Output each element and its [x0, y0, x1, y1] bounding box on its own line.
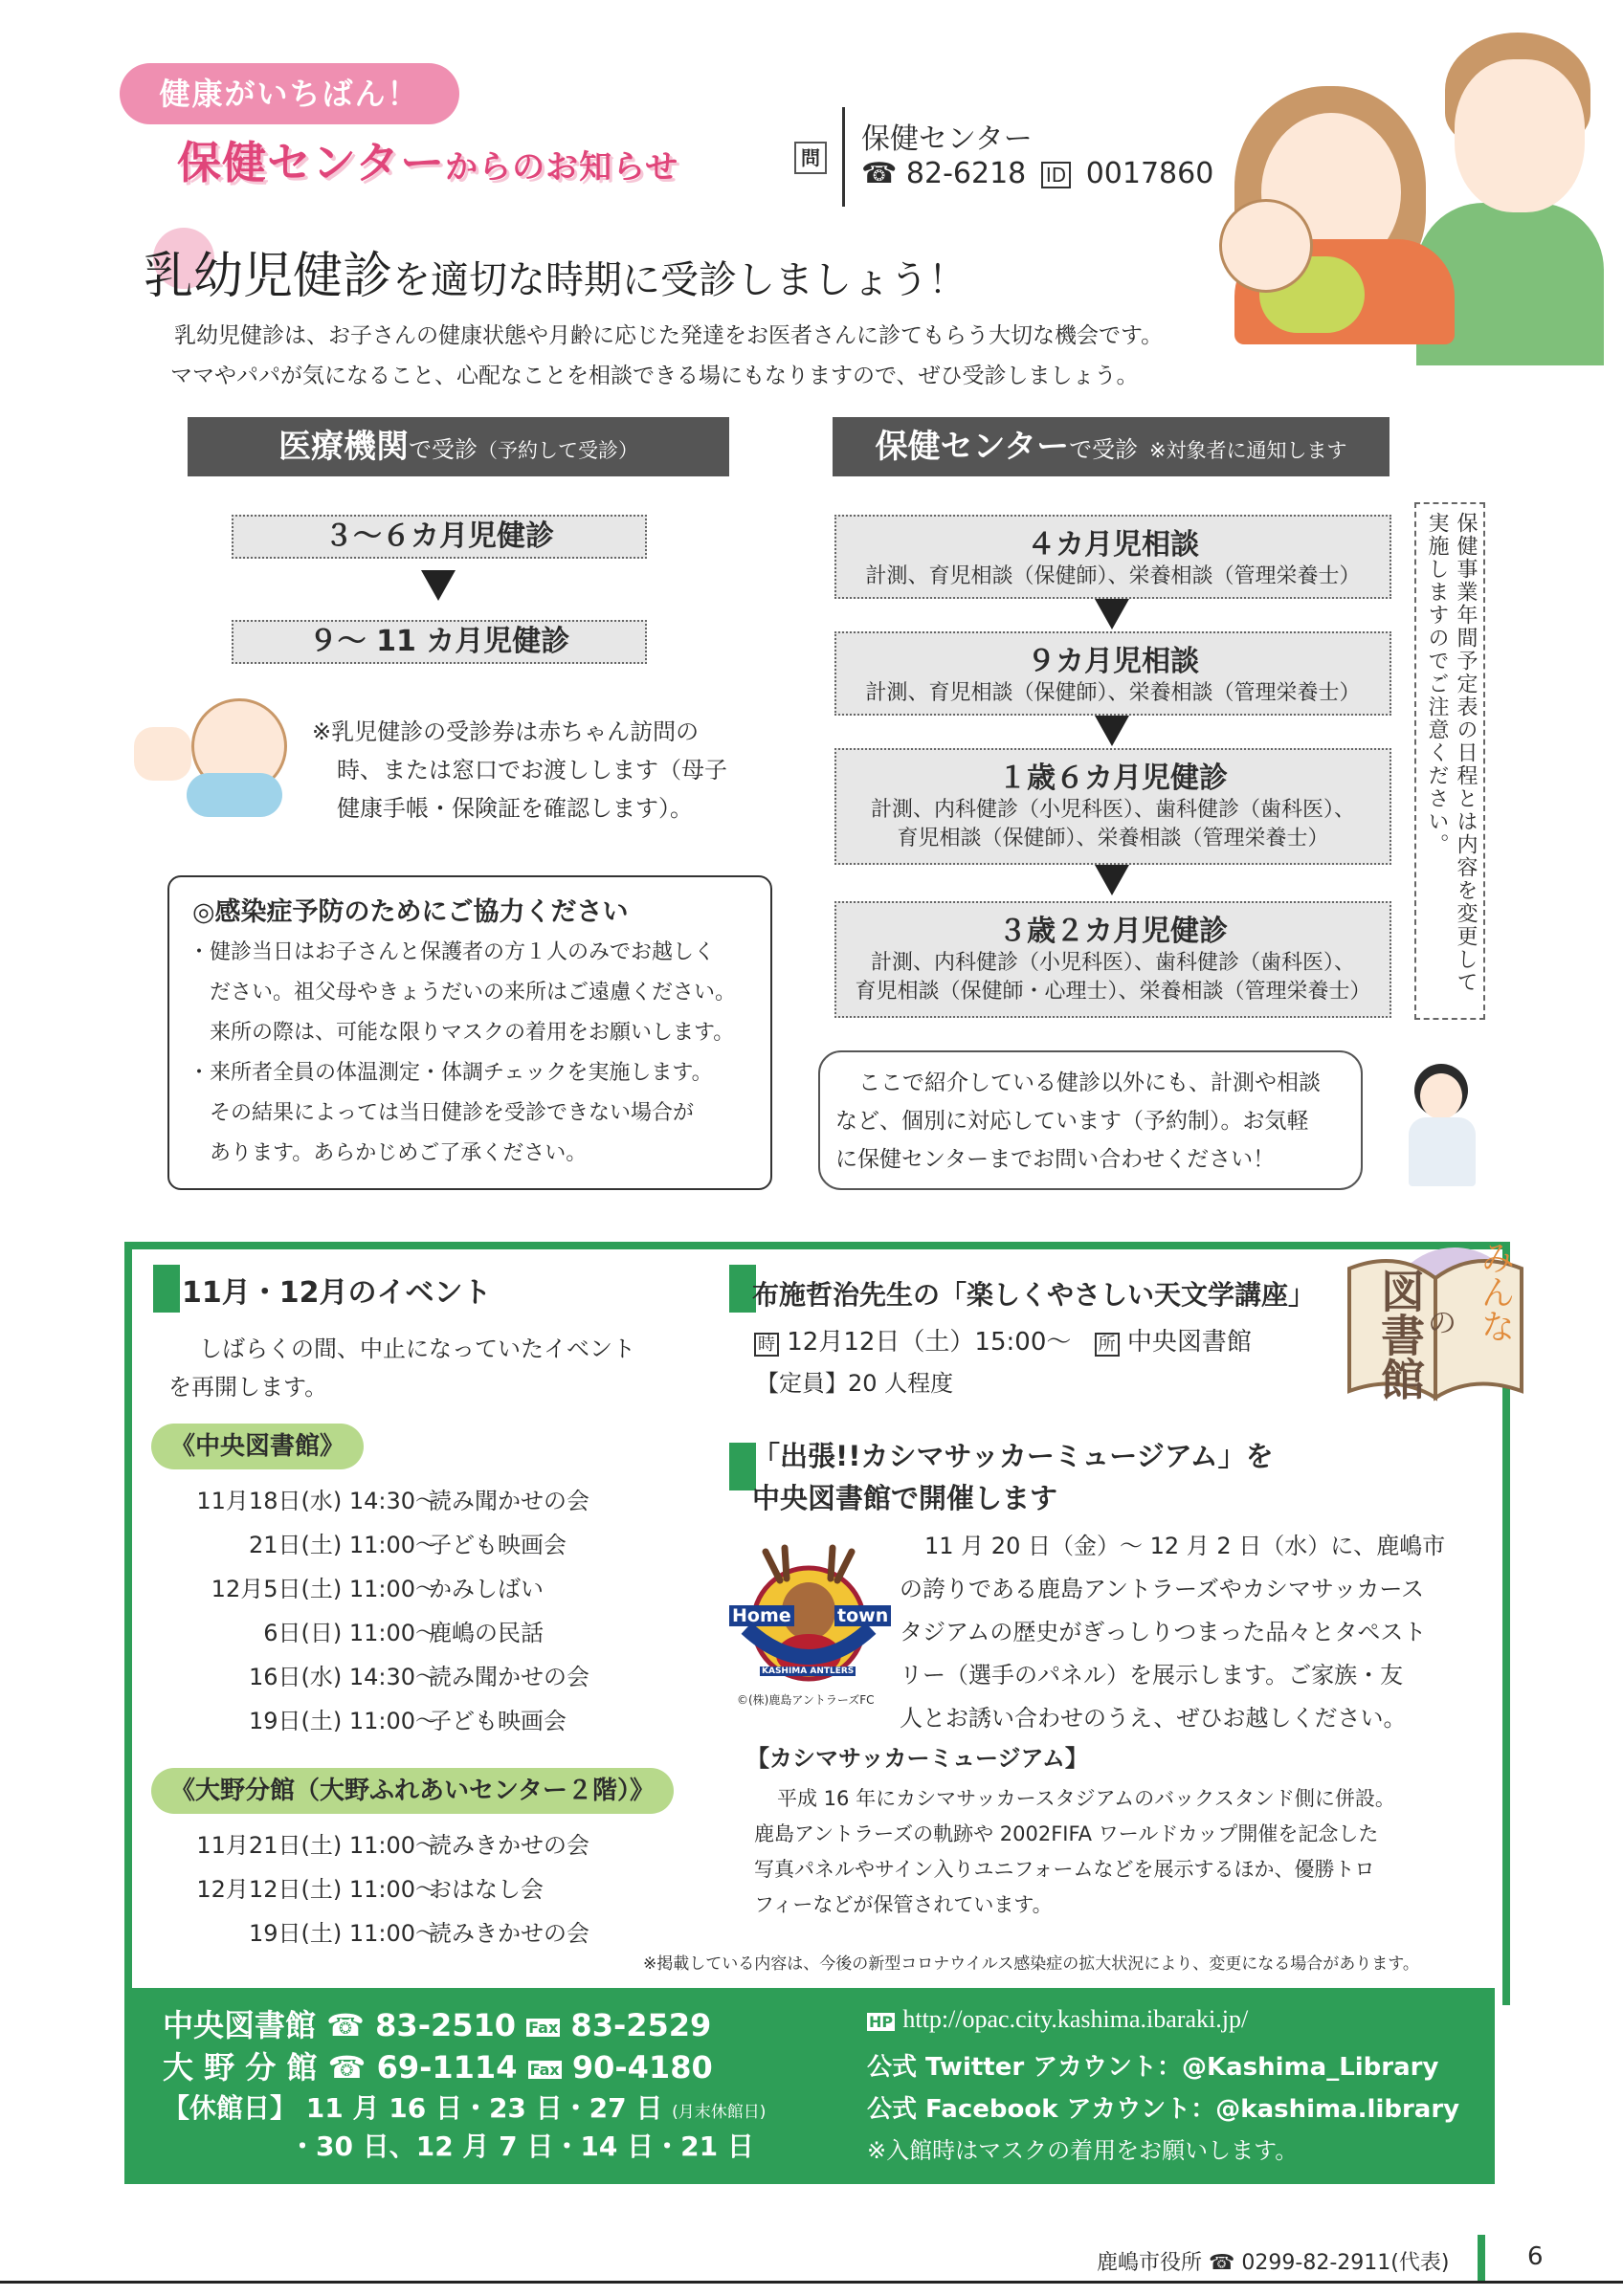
bubble-text: [835, 1064, 1352, 1179]
office-tel: 0299-82-2911(代表): [1241, 2251, 1450, 2275]
astro-time: 12月12日（土）15:00～: [787, 1328, 1072, 1357]
event-name: 読みきかせの会: [429, 1832, 589, 1859]
central-event-row: [159, 1611, 656, 1655]
step-title: １歳６カ月児健診: [998, 762, 1228, 795]
closed-dates-1: 11 月 16 日・23 日・27 日: [305, 2092, 663, 2124]
id-badge: ID: [1041, 162, 1071, 188]
left-head-sub: で受診: [409, 436, 478, 463]
infection-line: その結果によっては当日健診を受診できない場合が: [189, 1101, 695, 1125]
infection-line: 来所の際は、可能な限りマスクの着用をお願いします。: [189, 1021, 735, 1045]
fax-icon: Fax: [528, 2018, 559, 2037]
event-name: 子ども映画会: [429, 1708, 567, 1734]
closed-dates-2: ・30 日、12 月 7 日・14 日・21 日: [289, 2130, 754, 2162]
facebook-account[interactable]: 公式 Facebook アカウント：@kashima.library: [867, 2095, 1460, 2124]
phone-icon: ☎: [1209, 2251, 1235, 2275]
office-name: 鹿嶋市役所: [1097, 2251, 1203, 2275]
events-intro-1: しばらくの間、中止になっていたイベント: [199, 1336, 635, 1362]
closed-label: 【休館日】: [163, 2092, 298, 2124]
museum-title-1: 「出張!!カシマサッカーミュージアム」を: [752, 1440, 1274, 1472]
event-name: かみしばい: [429, 1576, 544, 1602]
step-detail: 計測、内科健診（小児科医）、歯科健診（歯科医）、: [870, 798, 1355, 822]
ono-tel: 69-1114: [376, 2049, 518, 2086]
emblem-text: 図書館: [1374, 1269, 1426, 1401]
astro-capacity: 【定員】20 人程度: [756, 1370, 954, 1397]
events-title-bar: [153, 1265, 180, 1313]
mascot-home-text: Home: [729, 1605, 794, 1626]
checkup-3-6m-title: ３～６カ月児健診: [324, 519, 554, 553]
intro-line1: 乳幼児健診は、お子さんの健康状態や月齢に応じた発達をお医者さんに診てもらう大切な機会です。: [174, 323, 1164, 348]
events-intro-2: を再開します。: [168, 1374, 328, 1401]
events-title: 11月・12月のイベント: [182, 1276, 492, 1310]
step-detail: 育児相談（保健師・心理士）、栄養相談（管理栄養士）: [855, 980, 1371, 1004]
schedule-note-line1: 保健事業年間予定表の日程とは内容を変更して: [1454, 512, 1478, 994]
museum-text: の誇りである鹿島アントラーズやカシマサッカース: [900, 1576, 1425, 1602]
time-mark: 時: [754, 1333, 779, 1357]
speech-bubble: [818, 1050, 1363, 1190]
event-name: 読み聞かせの会: [429, 1664, 589, 1690]
checkup-9-11m-title: ９～ 11 カ月児健診: [308, 625, 570, 658]
contact-phone-line: [861, 157, 1213, 190]
event-date: 16日(水) 14:30～: [248, 1664, 438, 1690]
ono-name: 大 野 分 館: [163, 2049, 318, 2086]
mascot-name: KASHIMA ANTLERS: [762, 1667, 855, 1676]
library-url[interactable]: http://opac.city.kashima.ibaraki.jp/: [902, 2005, 1249, 2033]
voucher-note-2: 時、または窓口でお渡しします（母子: [337, 757, 727, 784]
step-title: ９カ月児相談: [1027, 645, 1199, 678]
place-mark: 所: [1095, 1333, 1120, 1357]
step-title: ４カ月児相談: [1027, 528, 1199, 562]
phone-icon: ☎: [861, 157, 898, 190]
ono-fax: 90-4180: [571, 2049, 713, 2086]
infection-line: ださい。祖父母やきょうだいの来所はご遠慮ください。: [189, 981, 737, 1004]
antlers-mascot-logo: [727, 1542, 890, 1710]
intro-line2: ママやパパが気になること、心配なことを相談できる場にもなりますので、ぜひ受診しましょう。: [170, 364, 1139, 388]
central-name: 中央図書館: [163, 2007, 317, 2043]
step-box-1y6m: [834, 748, 1391, 865]
disclaimer: ※掲載している内容は、今後の新型コロナウイルス感染症の拡大状況により、変更になる場合があります。: [643, 1954, 1419, 1974]
ono-branch-tag: 《大野分館（大野ふれあいセンター２階）》: [151, 1768, 674, 1814]
infection-prevention-box: [167, 875, 772, 1190]
header-title-sub: からのお知らせ: [445, 148, 679, 187]
checkup-box-3-6m: [232, 515, 647, 559]
emblem-minna: みんな: [1476, 1240, 1515, 1343]
museum-sub-text: 平成 16 年にカシマサッカースタジアムのバックスタンド側に併設。: [777, 1787, 1395, 1810]
step-detail: 計測、内科健診（小児科医）、歯科健診（歯科医）、: [870, 951, 1355, 975]
step-detail: 育児相談（保健師）、栄養相談（管理栄養士）: [897, 827, 1329, 850]
left-section-header: [188, 417, 729, 476]
twitter-account[interactable]: 公式 Twitter アカウント：@Kashima_Library: [867, 2053, 1439, 2082]
event-date: 12月5日(土) 11:00～: [211, 1576, 438, 1602]
central-library-tag: 《中央図書館》: [151, 1424, 364, 1469]
header-title-main: 保健センター: [177, 137, 446, 188]
headline: [144, 235, 967, 307]
dad-illustration-face: [1455, 59, 1585, 212]
central-event-row: [159, 1655, 656, 1699]
ono-event-row: [159, 1911, 656, 1955]
central-event-row: [159, 1567, 656, 1611]
ono-event-row: [159, 1823, 656, 1867]
headline-part1: 乳幼児健診: [144, 248, 393, 305]
baby-illustration-face: [1219, 199, 1313, 293]
inquiry-mark: 問: [794, 142, 827, 174]
event-date: 11月18日(水) 14:30～: [196, 1488, 438, 1514]
phone-icon: ☎: [326, 2007, 366, 2043]
mask-note: ※入館時はマスクの着用をお願いします。: [867, 2137, 1299, 2164]
astro-place: 中央図書館: [1126, 1328, 1252, 1357]
voucher-note-3: 健康手帳・保険証を確認します）。: [337, 795, 693, 822]
museum-text: タジアムの歴史がぎっしりつまった品々とタペスト: [900, 1619, 1427, 1645]
emblem-no: の: [1428, 1307, 1456, 1340]
right-head-main: 保健センター: [875, 428, 1070, 466]
page-footer-office: [1097, 2246, 1449, 2276]
header-title: [177, 128, 678, 191]
ono-contact: [163, 2043, 713, 2087]
event-name: 読みきかせの会: [429, 1920, 589, 1947]
arrow-down-icon: [1095, 599, 1129, 629]
arrow-down-icon: [1095, 865, 1129, 895]
right-head-sub: で受診: [1069, 436, 1139, 463]
event-date: 19日(土) 11:00～: [248, 1708, 438, 1734]
infection-title: ◎感染症予防のためにご協力ください: [192, 897, 629, 927]
central-event-row: [159, 1699, 656, 1743]
event-date: 19日(土) 11:00～: [248, 1920, 438, 1947]
step-box-4m: [834, 515, 1391, 599]
step-title: ３歳２カ月児健診: [998, 915, 1228, 948]
museum-text: 11 月 20 日（金）～ 12 月 2 日（水）に、鹿嶋市: [924, 1533, 1446, 1559]
homepage-icon: HP: [869, 2013, 894, 2031]
left-head-main: 医療機関: [278, 428, 409, 466]
right-head-note: ※対象者に通知します: [1148, 439, 1347, 462]
staff-body-illustration: [1409, 1117, 1476, 1186]
checkup-box-9-11m: [232, 620, 647, 664]
museum-text: 人とお誘い合わせのうえ、ぜひお越しください。: [900, 1705, 1407, 1732]
headline-part3: に受診しましょう！: [622, 258, 967, 302]
bubble-line: ここで紹介している健診以外にも、計測や相談: [858, 1071, 1321, 1095]
hand-illustration: [134, 727, 191, 781]
museum-sub-text: 写真パネルやサイン入りユニフォームなどを展示するほか、優勝トロ: [754, 1858, 1375, 1881]
museum-sub-text: 鹿島アントラーズの軌跡や 2002FIFA ワールドカップ開催を記念した: [754, 1822, 1379, 1845]
closed-days-1: [163, 2087, 766, 2126]
astro-title: 布施哲治先生の「楽しくやさしい天文学講座」: [752, 1279, 1316, 1311]
page-bottom-rule: [0, 2281, 1623, 2284]
library-contact-footer: [124, 1988, 1495, 2184]
ono-event-row: [159, 1867, 656, 1911]
astro-time-line: [754, 1322, 1252, 1358]
event-date: 6日(日) 11:00～: [263, 1620, 438, 1646]
museum-sub-title: 【カシマサッカーミュージアム】: [746, 1745, 1088, 1772]
contact-phone: 82-6218: [905, 157, 1027, 190]
page-number-bar: [1478, 2235, 1485, 2281]
inquiry-divider: [842, 107, 845, 207]
event-name: 子ども映画会: [429, 1532, 567, 1558]
central-event-row: [159, 1523, 656, 1567]
museum-title-2: 中央図書館で開催します: [752, 1482, 1058, 1514]
museum-sub-text: フィーなどが保管されています。: [754, 1893, 1053, 1916]
central-event-row: [159, 1479, 656, 1523]
event-date: 21日(土) 11:00～: [248, 1532, 438, 1558]
central-fax: 83-2529: [570, 2007, 712, 2043]
contact-name: 保健センター: [861, 122, 1033, 156]
infection-line: あります。あらかじめご了承ください。: [189, 1141, 588, 1165]
arrow-down-icon: [421, 570, 456, 601]
event-name: おはなし会: [429, 1876, 544, 1903]
museum-text: リー（選手のパネル）を展示します。ご家族・友: [900, 1662, 1404, 1689]
step-detail: 計測、育児相談（保健師）、栄養相談（管理栄養士）: [865, 681, 1361, 705]
arrow-down-icon: [1095, 716, 1129, 746]
right-section-header: [833, 417, 1390, 476]
bubble-line: など、個別に対応しています（予約制）。お気軽: [835, 1109, 1309, 1134]
step-box-9m: [834, 631, 1391, 716]
mascot-town-text: town: [834, 1605, 891, 1626]
step-box-3y2m: [834, 901, 1391, 1018]
closed-note: (月末休館日): [672, 2103, 767, 2122]
central-tel: 83-2510: [375, 2007, 517, 2043]
infection-line: ・健診当日はお子さんと保護者の方１人のみでお越しく: [189, 940, 716, 964]
library-emblem: [1340, 1230, 1531, 1417]
central-contact: [163, 2001, 711, 2045]
library-url-line: [867, 2005, 1248, 2034]
event-date: 11月21日(土) 11:00～: [196, 1832, 438, 1859]
event-name: 鹿嶋の民話: [429, 1620, 544, 1646]
header-pill: 健康がいちばん！: [120, 63, 459, 124]
schedule-note-line2: 実施しますのでご注意ください。: [1425, 512, 1449, 856]
fax-icon: Fax: [529, 2060, 560, 2079]
left-head-note: （予約して受診）: [478, 439, 638, 462]
bubble-line: に保健センターまでお問い合わせください！: [835, 1147, 1276, 1172]
schedule-change-note: [1414, 502, 1485, 1020]
mascot-credit: ©(株)鹿島アントラーズFC: [737, 1693, 875, 1707]
page-number: 6: [1527, 2242, 1544, 2271]
voucher-note-1: ※乳児健診の受診券は赤ちゃん訪問の: [312, 718, 700, 745]
staff-face-illustration: [1420, 1073, 1462, 1119]
step-detail: 計測、育児相談（保健師）、栄養相談（管理栄養士）: [865, 564, 1361, 588]
event-name: 読み聞かせの会: [429, 1488, 589, 1514]
event-date: 12月12日(土) 11:00～: [196, 1876, 438, 1903]
infection-line: ・来所者全員の体温測定・体調チェックを実施します。: [189, 1061, 713, 1085]
contact-id: 0017860: [1085, 157, 1214, 190]
phone-icon: ☎: [327, 2049, 367, 2086]
headline-part2: を適切な時期: [392, 258, 623, 302]
baby-bib-illustration: [187, 773, 282, 817]
